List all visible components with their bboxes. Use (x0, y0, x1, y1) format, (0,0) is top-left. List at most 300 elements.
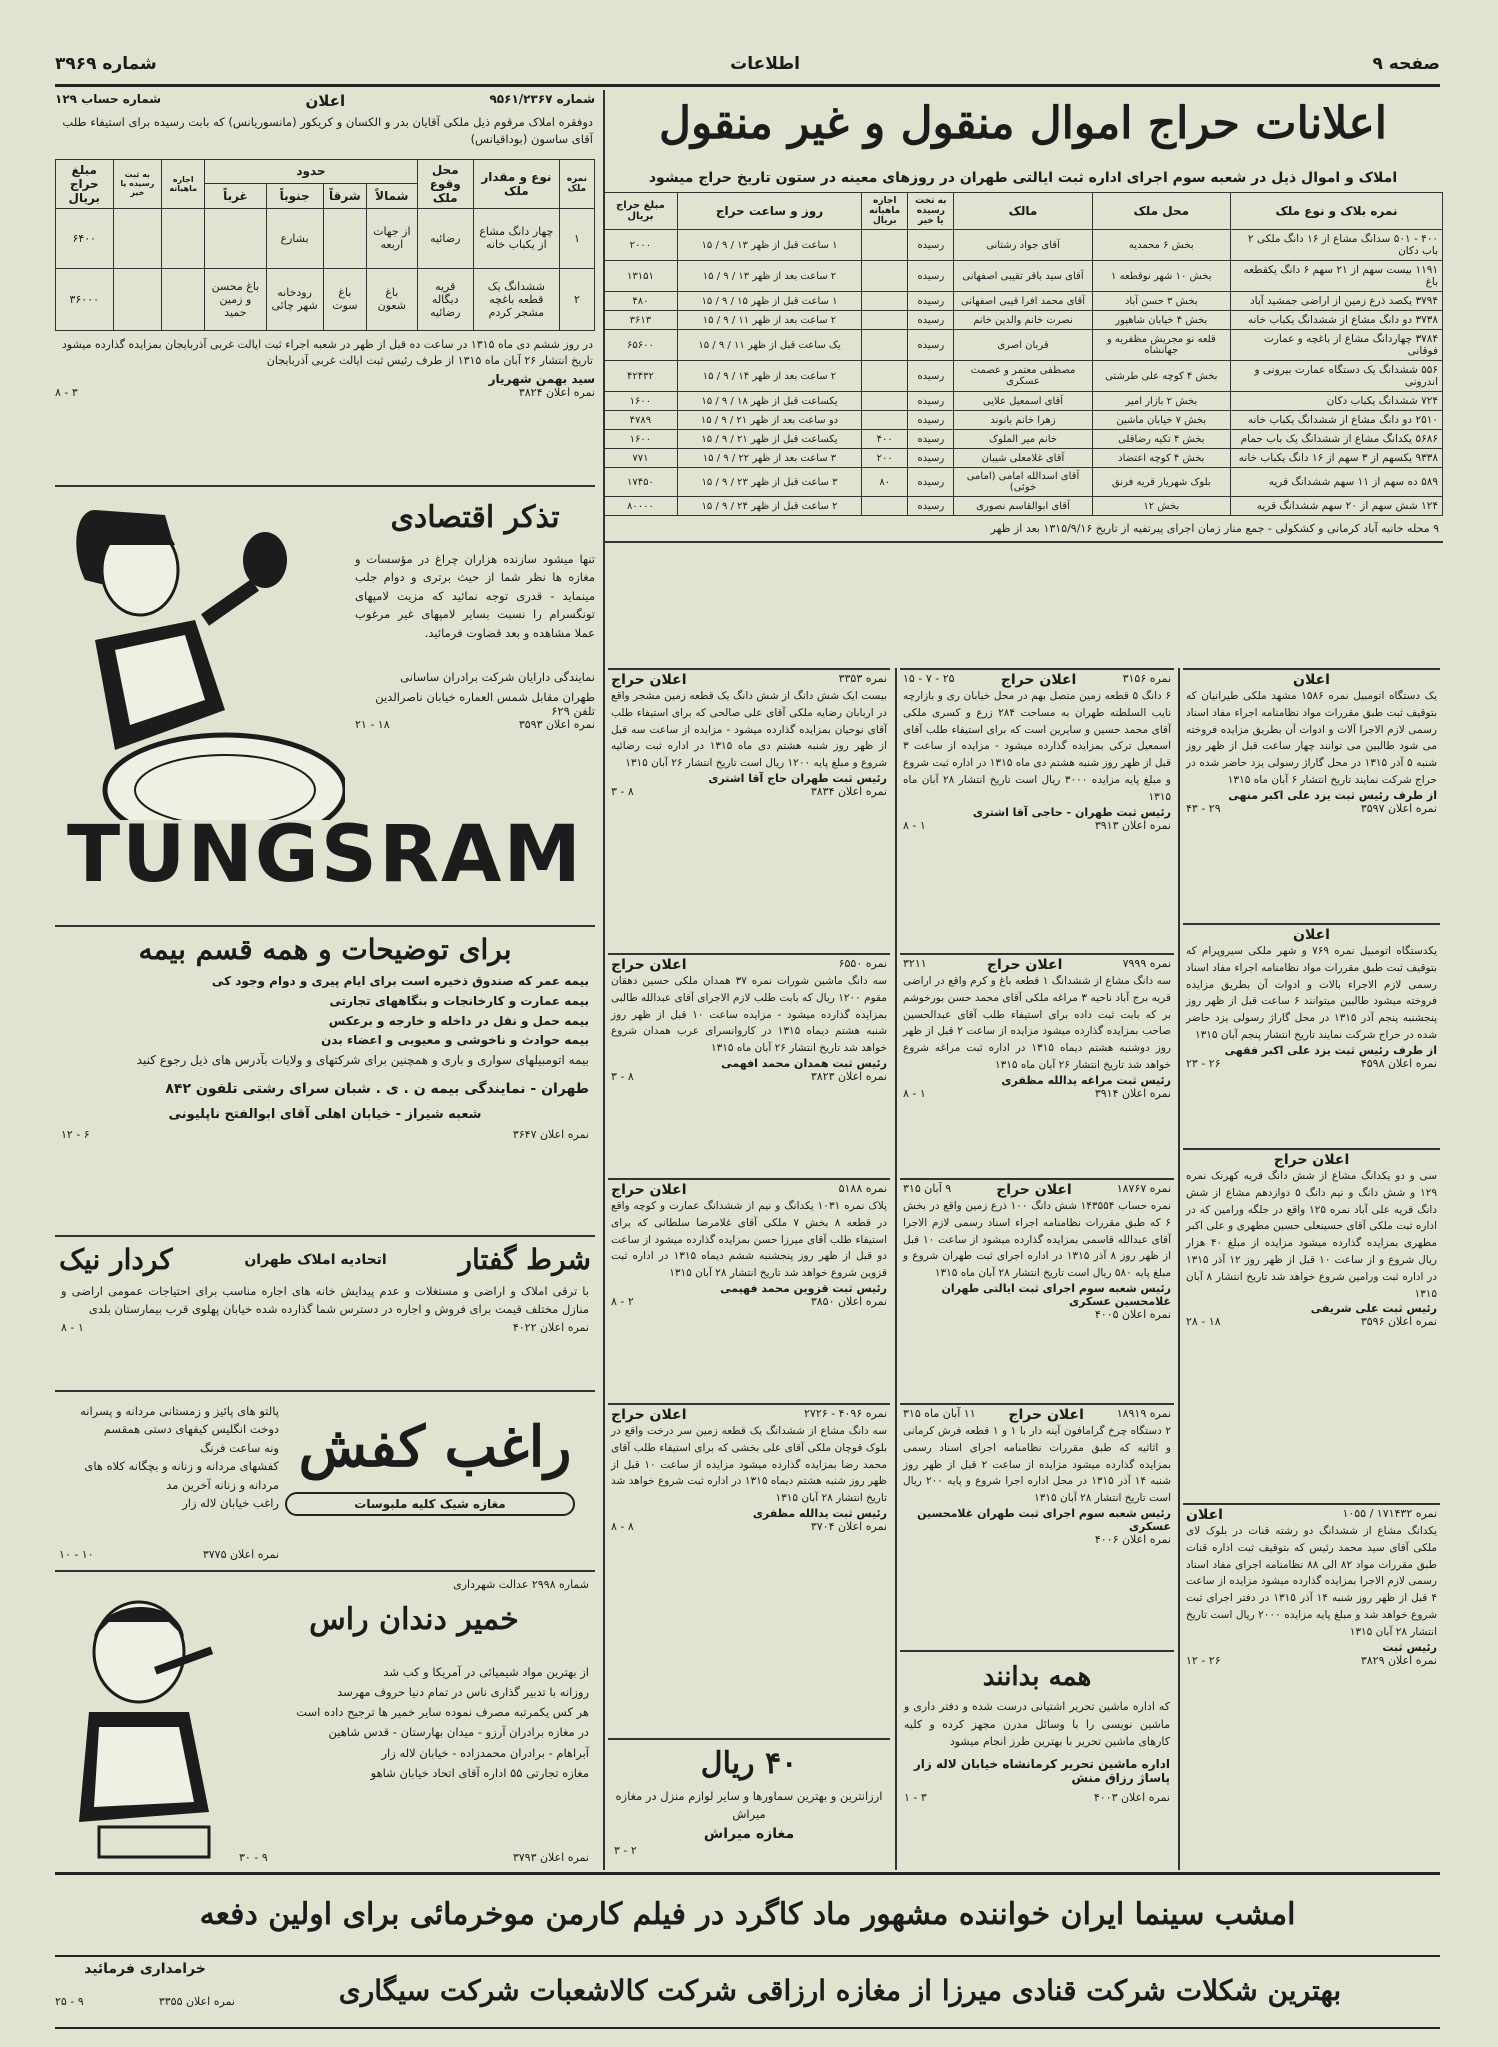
auction-cell: ۱۲۴ شش سهم از ۲۰ سهم ششدانگ قریه (1230, 497, 1442, 516)
auction-cell: ۸۰ (862, 468, 908, 497)
notice-signature: رئیس ثبت طهران حاج آقا اشتری (708, 771, 887, 785)
auction-cell: بخش ۴ کوچه اعتضاد (1092, 449, 1230, 468)
notice-ad-code: ۱ - ۸ (903, 818, 926, 832)
auction-cell: ۶۵۶۰۰ (604, 330, 678, 361)
notice-signature: رئیس ثبت قزوین محمد فهیمی (720, 1281, 887, 1295)
auction-cell: رسیده (908, 261, 954, 292)
typewriter-ad-code: ۳ - ۱ (904, 1790, 927, 1804)
paper-name: اطلاعات (730, 54, 800, 74)
notice-top-line (903, 1182, 1171, 1198)
insurance-ad-code: ۶ - ۱۲ (61, 1127, 90, 1141)
auction-cell (862, 292, 908, 311)
mid-column-b (900, 668, 1174, 1648)
auction-cell: مصطفی معتمر و عصمت عسکری (954, 361, 1092, 392)
auction-cell: بخش ۴ کوچه علی طرشتی (1092, 361, 1230, 392)
insurance-line: بیمه حمل و نقل در داخله و خارجه و برعکس (328, 1013, 589, 1028)
typewriter-address: اداره ماشین تحریر کرمانشاه خیابان لاله زار پاساژ رزاق منش (913, 1756, 1170, 1785)
raghab-line: پالتو های پائیز و زمستانی مردانه و پسرانه دوخت انگلیس کیفهای دستی همقسم (80, 1404, 279, 1437)
auction-notice (1183, 668, 1440, 923)
raghab-tagline: مغازه شیک کلیه ملبوسات (285, 1492, 575, 1516)
auction-cell: ۱ ساعت قبل از ظهر ۱۵ / ۹ / ۱۵ (677, 292, 861, 311)
notice-heading: اعلان حراج (611, 1407, 687, 1423)
auction-title: اعلانات حراج اموال منقول و غیر منقول (659, 98, 1387, 149)
auction-cell: آقای ابوالقاسم نصوری (954, 497, 1092, 516)
toothpaste-line: روزانه با تدبیر گذاری ناس در تمام دنیا حروف مهرسد (337, 1685, 589, 1700)
notice-number: نمره ۷۹۹۹ (1122, 957, 1171, 970)
notice-footer (1186, 1315, 1437, 1328)
notice-number: نمره ۵۱۸۸ (838, 1182, 887, 1195)
auction-cell (862, 330, 908, 361)
notice-body: بیست ایک شش دانگ از شش دانگ یک قطعه زمین مشجر واقع در اربابان رضایه ملکی آقای علی صالحی که برای استیفاء طلب آقای نوحیان بمزایده گذارده میشود - مزایده از ساعت سه قبل از ظهر روز شنبه هشتم دی ماه ۱۳۱۵ در اداره ثبت رضائیه شروع و مبلغ پایه ۱۲۰۰ ریال است تاریخ انتشار ۲۶ آبان ۱۳۱۵ (611, 690, 887, 770)
notice-top-line (1186, 672, 1437, 688)
notice-ad-no: نمره اعلان ۳۵۹۷ (1360, 801, 1437, 815)
rial-ad (608, 1738, 890, 1870)
notice-signature: رئیس شعبه سوم اجرای ثبت طهران غلامحسین عسکری (917, 1506, 1171, 1533)
auction-cell: ۲ ساعت بعد از ظهر ۱۳ / ۹ / ۱۵ (677, 261, 861, 292)
chocolate-text: بهترین شکلات شرکت قنادی میرزا از مغازه ارزاقی شرکت کالاشعبات شرکت سیگاری (338, 1974, 1342, 2007)
chocolate-ad-no: نمره اعلان ۳۳۵۵ (158, 1995, 235, 2008)
auction-cell: ۵۸۹ ده سهم از ۱۱ سهم ششدانگ قریه (1230, 468, 1442, 497)
auction-cell: ۵۵۶ ششدانگ یک دستگاه عمارت بیرونی و اندرونی (1230, 361, 1442, 392)
insurance-ad (55, 925, 595, 1232)
col-location: محل ملک (1092, 193, 1230, 230)
notice-body: سه دانگ ماشین شورات نمره ۳۷ همدان ملکی حسین دهقان مقوم ۱۲۰۰ ریال که بابت طلب لازم الاجرای آقای عبدالله طالبی بمزایده گذارده میشود - مزایده ساعت ۱۰ قبل از ظهر روز شنبه هشتم دیماه ۱۳۱۵ در کاروانسرای عرب همدان شروع خواهد شد تاریخ انتشار ۲۶ آبان ماه ۱۳۱۵ (611, 975, 888, 1055)
notice-body: ۲ دستگاه چرخ گرامافون آینه دار با ۱ و ۱ قطعه فرش کرمانی و اثاثیه که طبق مقررات نظامنامه اجرای اسناد رسمی بمزایده گذارده میشود مزایده از ساعت ۲ قبل از ظهر روز شنبه ۱۴ آذر ۱۳۱۵ در محل اداره اجرا شروع و پایه ۲۰۰ ریال است تاریخ انتشار ۲۸ آبان ۱۳۱۵ (903, 1425, 1171, 1505)
notice-heading: اعلان (305, 92, 346, 110)
notice-signature: رئیس ثبت علی شریفی (1310, 1302, 1437, 1316)
notice-ad-no: نمره اعلان ۳۸۵۰ (810, 1294, 887, 1308)
notice-number: نمره ۱۸۷۶۷ (1116, 1182, 1171, 1195)
raghab-ad-no: نمره اعلان ۳۷۷۵ (202, 1548, 279, 1561)
notice-ad-code: ۲۹ - ۴۳ (1186, 801, 1221, 815)
notice-heading: اعلان (1186, 1507, 1223, 1523)
notice-body: یکدستگاه اتومبیل نمره ۷۶۹ و شهر ملکی سیروپرام که بتوقیف ثبت طبق مقررات مواد نظامنامه اجراء مفاد اسناد رسمی لازم الاجراء بالات و ادوات آن بطریق مزایده فروخته میشود طالبین میتوانند ۶ ساعت قبل از ظهر روز پنجشنبه پنجم آذر ۱۳۱۵ در محل گاراژ رسولی یزد حاضر شده در حراج شرکت نمایند تاریخ انتشار پنجم آبان ۱۳۱۵ (1186, 945, 1437, 1041)
property-cell (323, 208, 366, 268)
auction-cell: ۸۰۰۰۰ (604, 497, 678, 516)
notice-signature: سید بهمن شهریار (488, 371, 595, 386)
property-union-ad (55, 1235, 595, 1387)
auction-cell: قربان اصری (954, 330, 1092, 361)
property-body (56, 208, 595, 330)
pcol-location: محل وقوع ملک (417, 159, 473, 208)
notice-date: ۹ آبان ۳۱۵ (903, 1182, 952, 1195)
union-ad-no: نمره اعلان ۴۰۲۲ (512, 1320, 589, 1334)
rial-body: ارزانترین و بهترین سماورها و سایر لوازم منزل در مغازه میراش (615, 1789, 883, 1822)
auction-notice (900, 1403, 1174, 1648)
notice-date: ۳۲۱۱ (903, 957, 927, 970)
toothpaste-ad-code: ۹ - ۳۰ (239, 1851, 268, 1864)
notice-footer (1186, 802, 1437, 815)
auction-cell: ۹۳۳۸ یکسهم از ۳ سهم از ۱۶ دانگ یکباب خانه (1230, 449, 1442, 468)
notice-heading: اعلان حراج (1000, 672, 1077, 688)
notice-heading: اعلان حراج (1273, 1152, 1350, 1168)
auction-cell: ۲۰۰۰ (604, 230, 678, 261)
auction-cell: نصرت خانم والدین خانم (954, 311, 1092, 330)
auction-cell: ۱۶۰۰ (604, 392, 678, 411)
notice-heading: اعلان حراج (1008, 1407, 1084, 1423)
auction-cell: بخش ۶ محمدیه (1092, 230, 1230, 261)
property-cell: بشارع (266, 208, 323, 268)
auction-section (603, 90, 1443, 660)
notice-ad-code: ۸ - ۳ (611, 784, 634, 798)
notice-date: ۲۵ - ۷ - ۱۵ (903, 672, 955, 685)
auction-row (604, 392, 1443, 411)
notice-ad-no: نمره اعلان ۳۹۱۴ (1094, 1086, 1171, 1100)
auction-notice (900, 953, 1174, 1178)
auction-cell (862, 361, 908, 392)
notice-heading: اعلان حراج (611, 672, 687, 688)
notice-ad-no: نمره اعلان ۳۸۲۴ (518, 385, 595, 399)
auction-row (604, 430, 1443, 449)
auction-subtitle: املاک و اموال ذیل در شعبه سوم اجرای اداره ثبت ایالتی طهران در روزهای معینه در ستون تاریخ حراج میشود (648, 170, 1398, 186)
notice-signature: رئیس ثبت مراغه یدالله مظفری (1001, 1073, 1171, 1087)
auction-cell: ۴۰۰ (862, 430, 908, 449)
notice-number: نمره ۳۱۵۶ (1122, 672, 1171, 685)
toothpaste-line: در مغازه برادران آرزو - میدان بهارستان - قدس شاهین (328, 1725, 589, 1740)
column-rule-mid1 (895, 668, 897, 1870)
auction-notice (608, 953, 890, 1178)
notice-footer (903, 1308, 1171, 1321)
auction-cell: رسیده (908, 430, 954, 449)
notice-body: یک دستگاه اتومبیل نمره ۱۵۸۶ مشهد ملکی طیرانیان که بتوقیف ثبت طبق مقررات مواد نظامنامه اجراء مفاد اسناد رسمی لازم الاجرا آلات و ادوات آن بطریق مزایده فروخته می شود طالبین می توانند چهار ساعت قبل از ظهر روز شنبه ۵ آذر ۱۳۱۵ در محل گاراژ رسولی یزد حاضر شده در حراج شرکت نمایند تاریخ انتشار ۶ آبان ماه ۱۳۱۵ (1186, 690, 1437, 786)
notice-top-line (611, 957, 887, 973)
auction-cell: یکساعت قبل از ظهر ۱۸ / ۹ / ۱۵ (677, 392, 861, 411)
property-cell: ۶۴۰۰ (56, 208, 114, 268)
notice-top-line (1186, 927, 1437, 943)
raghab-line: ونه ساعت فرنگ (200, 1440, 279, 1455)
notice-heading: اعلان حراج (611, 1182, 687, 1198)
auction-cell: ۱۶۰۰ (604, 430, 678, 449)
auction-cell: زهرا خانم بانوند (954, 411, 1092, 430)
notice-ad-code: ۲۶ - ۱۲ (1186, 1653, 1221, 1667)
auction-footnote: ۹ محله خانیه آباد کرمانی و کشکولی - جمع منار زمان اجرای پیرتفیه از تاریخ ۱۳۱۵/۹/۱۶ بعد از ظهر (603, 516, 1443, 543)
property-cell: ۲ (559, 268, 594, 330)
tungsram-title: تذکر اقتصادی (390, 500, 560, 535)
notice-ad-no: نمره اعلان ۳۵۹۶ (1360, 1315, 1437, 1329)
property-cell: باغ محسن و زمین حمید (205, 268, 266, 330)
raghab-ad-code: ۱۰ - ۱۰ (59, 1548, 94, 1561)
notice-intro: دوفقره املاک مرقوم ذیل ملکی آقایان بدر و الکسان و کریکور (مانسوریانس) که بابت رسیده برای استیفاء طلب آقای ساسون (بوداقیانس) (62, 115, 593, 147)
notice-ad-no: نمره اعلان ۳۸۲۹ (1360, 1653, 1437, 1667)
auction-cell: ۱۳۱۵۱ (604, 261, 678, 292)
rial-shop: مغازه میراش (703, 1825, 795, 1842)
auction-row (604, 330, 1443, 361)
chocolate-ad-code: ۹ - ۲۵ (55, 1995, 84, 2008)
notice-body: سی و دو یکدانگ مشاع از شش دانگ قریه کهرنک نمره ۱۲۹ و شش دانگ و نیم دانگ ۵ دوازدهم مشاع از شش دانگ قریه علی آباد نمره ۱۲۵ واقع در جلگه ورامین که در اداره ثبت ملکی آقای حسینعلی حسین مطهری و علی اکبر مطهری بمزایده گذارده میشود مزایده از مبلغ ۴۰ هزار ریال شروع و از ساعت ۱۰ قبل از ظهر روز ۱۲ آذر ۱۳۱۵ در اداره ثبت ورامین شروع خواهد شد تاریخ انتشار ۸ آبان ۱۳۱۵ (1186, 1170, 1438, 1300)
column-rule-left (603, 90, 605, 1870)
notice-body: سه دانگ مشاع از ششدانگ یک قطعه زمین سر درخت واقع در بلوک قوچان ملکی آقای علی بخشی که برای استیفاء طلب آقای محمد رضا بمزایده گذارده میشود مزایده از ساعت ۱۰ قبل از ظهر روز شنبه هشتم دیماه ۱۳۱۵ در اداره ثبت شروع خواهد شد تاریخ انتشار ۲۸ آبان ۱۳۱۵ (611, 1425, 887, 1505)
insurance-line: بیمه عمر که صندوق ذخیره است برای ایام پیری و دوام وجود کی (211, 974, 589, 988)
notice-signature: رئیس ثبت همدان محمد افهمی (721, 1056, 887, 1070)
rial-title: ۴۰ ریال (700, 1746, 798, 1781)
auction-cell: یکساعت قبل از ظهر ۲۱ / ۹ / ۱۵ (677, 430, 861, 449)
auction-cell: ۱ ساعت قبل از ظهر ۱۳ / ۹ / ۱۵ (677, 230, 861, 261)
page-number: صفحه ۹ (1372, 54, 1440, 74)
notice-signature: رئیس ثبت طهران - حاجی آقا اشتری (972, 805, 1171, 819)
toothpaste-line: هر کس یکمرتبه مصرف نموده سایر خمیر ها ترجیح داده است (296, 1705, 589, 1720)
top-left-notice (55, 90, 595, 487)
auction-cell: ۲ ساعت قبل از ظهر ۲۴ / ۹ / ۱۵ (677, 497, 861, 516)
auction-cell: بخش ۱۰ شهر نوقطعه ۱ (1092, 261, 1230, 292)
notice-ad-no: نمره اعلان ۳۸۳۴ (810, 784, 887, 798)
pcol-rent: اجاره ماهیانه (162, 159, 205, 208)
raghab-line: کفشهای مردانه و زنانه و بچگانه کلاه های مردانه و زنانه آخرین مد (84, 1459, 279, 1492)
notice-number: نمره ۶۵۵۰ (838, 957, 887, 970)
auction-body (604, 230, 1443, 516)
notice-top-line (1186, 1152, 1437, 1168)
notice-footer (903, 819, 1171, 832)
auction-cell (862, 411, 908, 430)
notice-top-line (903, 1407, 1171, 1423)
property-cell: چهار دانگ مشاع از یکباب خانه (473, 208, 559, 268)
auction-cell: آقای اسمعیل علایی (954, 392, 1092, 411)
auction-notice (900, 1178, 1174, 1403)
notice-footer (611, 1295, 887, 1308)
notice-footer: در روز ششم دی ماه ۱۳۱۵ در ساعت ده قبل از ظهر در شعبه اجراء ثبت ایالت غربی آذربایجان بمزایده گذارده میشود تاریخ انتشار ۲۶ آبان ماه ۱۳۱۵ از طرف رئیس ثبت ایالت غربی آذربایجان (61, 337, 593, 367)
col-owner: مالک (954, 193, 1092, 230)
auction-cell: آقای محمد افرا قیبی اصفهانی (954, 292, 1092, 311)
auction-cell: بخش ۲ بازار امیر (1092, 392, 1230, 411)
notice-signature: رئیس ثبت یدالله مظفری (752, 1506, 887, 1520)
auction-cell: بخش ۴ تکیه رضاقلی (1092, 430, 1230, 449)
notice-footer (611, 785, 887, 798)
notice-number: نمره ۱۸۹۱۹ (1116, 1407, 1171, 1420)
typewriter-ad (900, 1650, 1174, 1870)
auction-row (604, 361, 1443, 392)
notice-ad-no: نمره اعلان ۳۷۰۴ (810, 1519, 887, 1533)
typewriter-title: همه بدانند (982, 1662, 1092, 1692)
pcol-amount: مبلغ حراج بریال (56, 159, 114, 208)
auction-notice (1183, 923, 1440, 1148)
toothpaste-line: مغازه تجارتی ۵۵ اداره آقای اتحاد خیابان شاهو (370, 1765, 589, 1780)
property-cell (162, 208, 205, 268)
raghab-lines (59, 1402, 279, 1512)
auction-notice (608, 1403, 890, 1738)
notice-date: ۱۱ آبان ماه ۳۱۵ (903, 1407, 976, 1420)
notice-body: یکدانگ مشاع از ششدانگ دو رشته قنات در بلوک لای ملکی آقای سید محمد رئیس که بتوقیف ثبت اداره قنات طبق مقررات مواد ۸۲ الی ۸۸ نظامنامه اجرای مفاد اسناد رسمی لازم الاجرا بمزایده گذارده میشود مزایده از ساعت ۴ قبل از ظهر روز شنبه ۱۴ آذر ۱۳۱۵ در دفتر اجرای ثبت شروع خواهد شد و مبلغ پایه مزایده ۲۰۰۰ ریال است تاریخ انتشار ۲۸ آبان ۱۳۱۵ (1186, 1525, 1437, 1638)
auction-cell: رسیده (908, 230, 954, 261)
pcol-bounds: حدود (205, 159, 417, 184)
property-row (56, 268, 595, 330)
property-cell: از جهات اربعه (367, 208, 418, 268)
insurance-ad-no: نمره اعلان ۳۶۴۷ (512, 1127, 589, 1141)
right-column (1183, 668, 1440, 1868)
pcol-south: جنوباً (266, 184, 323, 209)
property-cell (113, 268, 162, 330)
tungsram-ad (55, 490, 595, 920)
notice-ad-code: ۲۶ - ۲۳ (1186, 1056, 1221, 1070)
insurance-line: بیمه حوادث و ناخوشی و معیوبی و اعضاء بدن (321, 1033, 589, 1048)
auction-cell: آقای غلامعلی شیبان (954, 449, 1092, 468)
property-cell: رودخانه شهر چائی (266, 268, 323, 330)
auction-cell (862, 261, 908, 292)
notice-number: نمره ۴۰۹۶ - ۲۷۲۶ (804, 1407, 887, 1420)
notice-body: نمره حساب ۱۴۳۵۵۴ شش دانگ ۱۰۰ ذرع زمین واقع در بخش ۶ که طبق مقررات نظامنامه اجراء اسناد رسمی لازم الاجرا آقای عبدالله قاسمی بمزایده گذارده میشود از ساعت ۱۰ قبل از ظهر روز ۸ آذر ۱۳۱۵ در اداره اجرای ثبت طهران شروع و مبلغ پایه ۵۸۰ ریال است تاریخ انتشار ۲۸ آبان ماه ۱۳۱۵ (903, 1200, 1172, 1280)
tungsram-address: طهران مقابل شمس العماره خیابان ناصرالدین تلفن ۶۲۹ (375, 690, 595, 718)
insurance-address2: شعبه شیراز - خیابان اهلی آقای ابوالفتح ناپلیونی (168, 1106, 482, 1122)
auction-cell: رسیده (908, 468, 954, 497)
union-title-mid: اتحادیه املاک طهران (244, 1251, 387, 1268)
auction-cell: یک ساعت قبل از ظهر ۱۱ / ۹ / ۱۵ (677, 330, 861, 361)
auction-cell: ۴۰۰ - ۵۰۱ سدانگ مشاع از ۱۶ دانگ ملکی ۲ باب دکان (1230, 230, 1442, 261)
notice-footer (611, 1520, 887, 1533)
chocolate-banner (55, 1955, 1440, 2029)
property-cell: باغ شعون (367, 268, 418, 330)
property-row (56, 208, 595, 268)
notice-ad-no: نمره اعلان ۴۰۰۶ (1094, 1532, 1171, 1546)
auction-cell: آقای اسدالله امامی (امامی خوئی) (954, 468, 1092, 497)
notice-body: ۶ دانگ ۵ قطعه زمین متصل بهم در محل خیابان ری و بازارچه نایب السلطنه طهران به مساحت ۲۸۴ زرع و کسری ملکی آقای محمد حسین و سایرین است که برای استیفاء طلب آقای اسمعیل ترکی بمزایده گذارده میشود - مزایده از ساعت ۳ قبل از ظهر روز شنبه هشتم دی ماه ۱۳۱۵ در اداره ثبت شروع و مبلغ پایه مزایده ۳۰۰۰ ریال است تاریخ انتشار ۲۸ آبان ماه ۱۳۱۵ (903, 690, 1171, 803)
notice-top-line (903, 957, 1171, 973)
toothpaste-ad (55, 1570, 595, 1872)
auction-row (604, 292, 1443, 311)
notice-footer (1186, 1057, 1437, 1070)
auction-row (604, 468, 1443, 497)
auction-cell: ۱۱۹۱ بیست سهم از ۲۱ سهم ۶ دانگ یکقطعه باغ (1230, 261, 1442, 292)
notice-top-line (1186, 1507, 1437, 1523)
notice-signature: رئیس ثبت (1382, 1640, 1437, 1654)
auction-cell: ۵۶۸۶ یکدانگ مشاع از ششدانگ یک باب حمام (1230, 430, 1442, 449)
pcol-north: شمالاً (367, 184, 418, 209)
pcol-east: شرقاً (323, 184, 366, 209)
col-registered: به تخت رسیده یا خیر (908, 193, 954, 230)
notice-signature: از طرف رئیس ثبت یزد علی اکبر فقهی (1224, 1043, 1437, 1057)
auction-cell: ۳ ساعت قبل از ظهر ۲۳ / ۹ / ۱۵ (677, 468, 861, 497)
tungsram-agent: نمایندگی دارایان شرکت برادران ساسانی (400, 670, 595, 684)
typewriter-ad-no: نمره اعلان ۴۰۰۳ (1093, 1790, 1170, 1804)
rial-ad-code: ۲ - ۳ (614, 1843, 637, 1857)
notice-footer (903, 1533, 1171, 1546)
tungsram-body: تنها میشود سازنده هزاران چراغ در مؤسسات و مغازه ها نظر شما از حیث برتری و دوام جلب مینماید - قدری توجه نمائید که مزیت لامپهای تونگسرام را نسبت بسایر لامپهای غیر مرغوب عملا مشاهده و بعد قضاوت فرمائید. (355, 552, 595, 640)
notice-signature: از طرف رئیس ثبت یزد علی اکبر منهی (1228, 788, 1437, 802)
notice-heading: اعلان حراج (986, 957, 1063, 973)
auction-cell: رسیده (908, 311, 954, 330)
notice-body: سه دانگ مشاع از ششدانگ ۱ قطعه باغ و کرم واقع در اراضی قریه برج آباد ناحیه ۳ مراغه ملکی آقای محمد حسن بورخوشم بر که بابت ثبت داده برای استیفاء طلب آقای عبدالحسین صاحب بمزایده گذارده میشود مزایده از ساعت ۲ قبل از ظهر روز دوشنبه هشتم دیماه ۱۳۱۵ در اداره ثبت مراغه شروع خواهد شد تاریخ انتشار ۲۶ آبان ماه ۱۳۱۵ (903, 975, 1171, 1071)
auction-notice (900, 668, 1174, 953)
notice-ad-code: ۸ - ۸ (611, 1519, 634, 1533)
property-cell: باغ سوت (323, 268, 366, 330)
notice-footer (611, 1070, 887, 1083)
auction-row (604, 311, 1443, 330)
cinema-banner: امشب سینما ایران خواننده مشهور ماد کاگرد در فیلم کارمن موخرمائی برای اولین دفعه (55, 1872, 1440, 1957)
pcol-west: غرباً (205, 184, 266, 209)
toothpaste-line: آبراهام - برادران محمدزاده - خیابان لاله زار (381, 1745, 589, 1760)
issue-number: شماره ۳۹۶۹ (55, 54, 157, 74)
notice-number: نمره ۱۷۱۴۳۲ / ۱۰۵۵ (1342, 1507, 1437, 1520)
auction-row (604, 449, 1443, 468)
typewriter-body: که اداره ماشین تحریر اشتیانی درست شده و دفتر داری و ماشین نویسی را با وسائل مدرن مجهز کرده و کلیه کارهای ماشین تحریر با بهترین طرز انجام میشود (904, 1700, 1170, 1749)
notice-account: شماره حساب ۱۲۹ (55, 92, 162, 106)
notice-body: پلاک نمره ۱۰۳۱ یکدانگ و نیم از ششدانگ عمارت و کوچه واقع در قطعه ۸ بخش ۷ ملکی آقای غلامرضا سلطانی که برای استیفاء طلب آقای میرزا حسن بمزایده گذارده میشود از ساعت دو قبل از ظهر روز پنجشنبه ششم دیماه ۱۳۱۵ در اداره ثبت قزوین شروع خواهد شد تاریخ انتشار ۲۸ آبان ۱۳۱۵ (611, 1200, 888, 1280)
auction-cell: آقای جواد رشتانی (954, 230, 1092, 261)
auction-cell: رسیده (908, 392, 954, 411)
auction-cell: ۷۲۴ ششدانگ یکباب دکان (1230, 392, 1442, 411)
column-rule-mid2 (1178, 668, 1180, 1870)
notice-heading: اعلان حراج (996, 1182, 1072, 1198)
col-block: نمره بلاک و نوع ملک (1230, 193, 1442, 230)
auction-cell: بلوک شهریار قریه فرنق (1092, 468, 1230, 497)
toothpaste-title: خمیر دندان راس (309, 1602, 519, 1637)
auction-cell: ۲۵۱۰ دو دانگ مشاع از ششدانگ یکباب خانه (1230, 411, 1442, 430)
notice-top-line (611, 1182, 887, 1198)
tungsram-ad-no: نمره اعلان ۳۵۹۳ (518, 718, 595, 731)
auction-cell (862, 392, 908, 411)
property-cell: رضائیه (417, 208, 473, 268)
raghab-brand: راغب کفش (298, 1414, 572, 1480)
notice-number: شماره ۹۵۶۱/۲۳۶۷ (489, 92, 595, 106)
toothpaste-ad-no: نمره اعلان ۳۷۹۳ (512, 1851, 589, 1864)
auction-cell (862, 497, 908, 516)
auction-cell: بخش ۳ حسن آباد (1092, 292, 1230, 311)
auction-row (604, 230, 1443, 261)
notice-top-line (611, 1407, 887, 1423)
auction-cell: ۳۷۹۴ یکصد ذرع زمین از اراضی جمشید آباد (1230, 292, 1442, 311)
auction-cell: بخش ۴ خیابان شاهپور (1092, 311, 1230, 330)
auction-cell: آقای سید باقر تقیبی اصفهانی (954, 261, 1092, 292)
property-cell: ششدانگ یک قطعه باغچه مشجر کردم (473, 268, 559, 330)
property-cell: قریه دیگاله رضائیه (417, 268, 473, 330)
toothpaste-lines (239, 1662, 589, 1783)
auction-cell: رسیده (908, 330, 954, 361)
union-body: با ترقی املاک و اراضی و مستغلات و عدم پیدایش خانه های اجاره مناسب برای احتیاجات عمومی اراضی و منازل مختلف قیمت برای فروش و اجاره در دسترس شما گذارده شده خیابان پهلوی قرب بیمارستان بلدی (61, 1284, 589, 1317)
insurance-line: بیمه اتومبیلهای سواری و باری و همچنین برای شرکتهای و ولایات بآدرس های ذیل رجوع کنید (136, 1053, 589, 1068)
auction-cell: ۱۷۴۵۰ (604, 468, 678, 497)
property-cell (113, 208, 162, 268)
notice-ad-code: ۲ - ۸ (611, 1294, 634, 1308)
toothpaste-line: از بهترین مواد شیمیائی در آمریکا و کب شد (383, 1665, 589, 1679)
notice-signature: رئیس شعبه سوم اجرای ثبت ایالتی طهران غلامحسین عسکری (941, 1281, 1171, 1308)
auction-cell: قلعه نو مجریش مظفریه و جهانشاه (1092, 330, 1230, 361)
notice-ad-no: نمره اعلان ۴۵۹۸ (1360, 1056, 1437, 1070)
notice-top-line (903, 672, 1171, 688)
mid-column-a (608, 668, 890, 1868)
raghab-shoe-ad (55, 1390, 595, 1567)
pcol-type: نوع و مقدار ملک (473, 159, 559, 208)
notice-ad-code: ۳ - ۸ (55, 385, 78, 399)
auction-notice (608, 1178, 890, 1403)
col-rent: اجاره ماهیانه بریال (862, 193, 908, 230)
auction-row (604, 411, 1443, 430)
page-header (55, 50, 1440, 87)
pcol-registered: به ثبت رسیده یا خیر (113, 159, 162, 208)
notice-ad-code: ۱۸ - ۲۸ (1186, 1315, 1221, 1329)
union-title-right: شرط گفتار (458, 1243, 591, 1276)
notice-heading: اعلان (1293, 672, 1330, 688)
auction-row (604, 497, 1443, 516)
insurance-title: برای توضیحات و همه قسم بیمه (138, 933, 512, 966)
auction-cell (862, 230, 908, 261)
auction-cell: خانم میر الملوک (954, 430, 1092, 449)
auction-cell: رسیده (908, 411, 954, 430)
auction-notice (608, 668, 890, 953)
notice-heading: اعلان حراج (611, 957, 687, 973)
tungsram-brand: TUNGSRAM (66, 810, 584, 900)
property-cell (162, 268, 205, 330)
auction-cell: ۳۷۸۴ چهاردانگ مشاع از باغچه و عمارت فوقانی (1230, 330, 1442, 361)
union-ad-code: ۱ - ۸ (61, 1320, 84, 1334)
property-cell: ۱ (559, 208, 594, 268)
property-table (55, 159, 595, 331)
notice-ad-code: ۸ - ۳ (611, 1069, 634, 1083)
auction-cell: بخش ۱۲ (1092, 497, 1230, 516)
auction-cell: رسیده (908, 361, 954, 392)
notice-number: نمره ۳۳۵۳ (838, 672, 887, 685)
tungsram-ad-code: ۱۸ - ۲۱ (355, 718, 390, 731)
raghab-line: راغب خیابان لاله زار (182, 1495, 279, 1510)
pcol-number: نمره ملک (559, 159, 594, 208)
auction-cell: رسیده (908, 497, 954, 516)
insurance-lines (55, 972, 595, 1071)
